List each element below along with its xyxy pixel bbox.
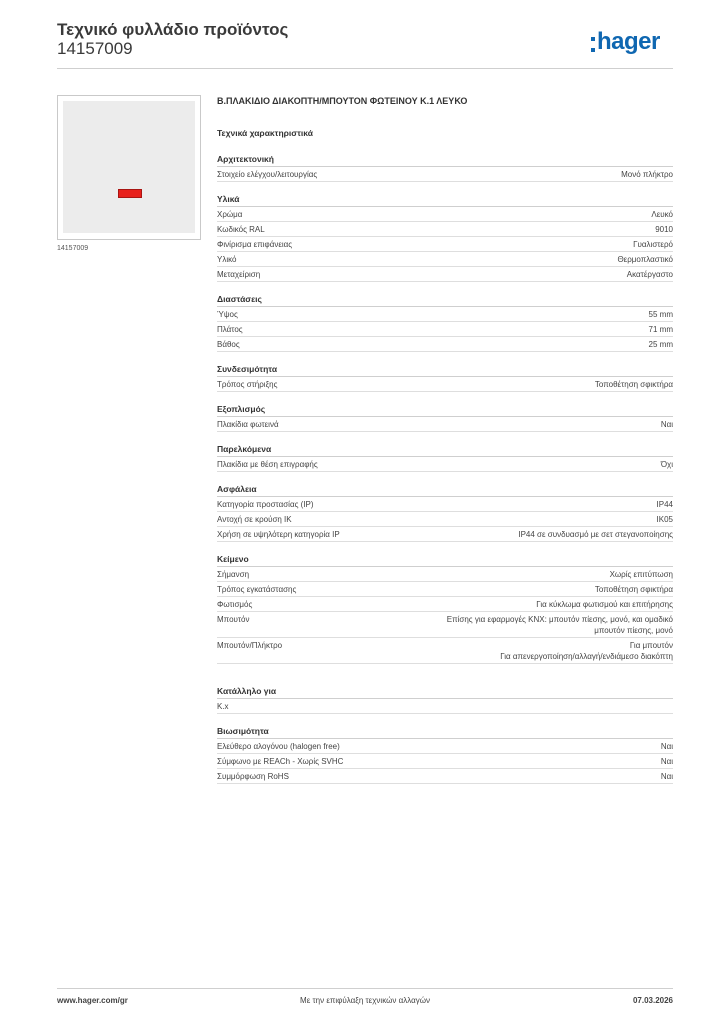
product-code-header: 14157009 [57,39,133,58]
section-title: Συνδεσιμότητα [217,363,673,377]
spec-row [217,512,673,527]
footer-notice: Με την επιφύλαξη τεχνικών αλλαγών [300,996,430,1005]
spec-row [217,417,673,432]
spec-label: Χρώμα [217,210,243,219]
section-title: Εξοπλισμός [217,403,673,417]
spec-row [217,167,673,182]
spec-value: Τοποθέτηση σφικτήρα [594,585,673,594]
spec-label: Υλικό [217,255,237,264]
spec-label: Φινίρισμα επιφάνειας [217,240,293,249]
spec-label: Αντοχή σε κρούση IK [217,515,292,524]
spec-row [217,457,673,472]
section-title: Κείμενο [217,553,673,567]
spec-label: K.x [217,702,229,711]
spec-label: Τρόπος εγκατάστασης [217,585,297,594]
spec-row [217,377,673,392]
spec-row [217,567,673,582]
spec-label: Στοιχείο ελέγχου/λειτουργίας [217,170,318,179]
spec-row [217,754,673,769]
product-name: Β.ΠΛΑΚΙΔΙΟ ΔΙΑΚΟΠΤΗ/ΜΠΟΥΤΟΝ ΦΩΤΕΙΝΟΥ Κ.1 ΛΕΥΚΟ [217,96,468,106]
section-title: Κατάλληλο για [217,685,673,699]
spec-value: 9010 [655,225,673,234]
footer-divider [57,988,673,989]
spec-label: Ύψος [217,310,238,319]
spec-label: Συμμόρφωση RoHS [217,772,289,781]
spec-label: Πλάτος [217,325,243,334]
spec-value: Επίσης για εφαρμογές KNX: μπουτόν πίεσης, μονό, και ομαδικό μπουτόν πίεσης, μονό [446,615,673,635]
spec-value: Θερμοπλαστικό [617,255,673,264]
section-title: Ασφάλεια [217,483,673,497]
spec-value: IP44 [656,500,673,509]
spec-row [217,739,673,754]
spec-value: Γυαλιστερό [633,240,673,249]
section-title: Βιωσιμότητα [217,725,673,739]
spec-row [217,222,673,237]
spec-value: 25 mm [648,340,673,349]
spec-row [217,307,673,322]
spec-label: Ελεύθερο αλογόνου (halogen free) [217,742,340,751]
spec-value: Ναι [660,420,673,429]
spec-label: Χρήση σε υψηλότερη κατηγορία IP [217,530,340,539]
spec-label: Κατηγορία προστασίας (IP) [217,500,314,509]
spec-label: Σήμανση [217,570,250,579]
spec-value: Για κύκλωμα φωτισμού και επιτήρησης [536,600,673,609]
logo-dots-icon [591,37,595,52]
spec-row [217,497,673,512]
section-title: Υλικά [217,193,673,207]
spec-sections [217,153,673,784]
spec-value: IP44 σε συνδυασμό με σετ στεγανοποίησης [518,530,673,539]
spec-row [217,237,673,252]
spec-label: Μπουτόν/Πλήκτρο [217,641,283,650]
spec-row [217,638,673,664]
spec-row [217,769,673,784]
spec-value: Ναι [660,757,673,766]
footer-date: 07.03.2026 [632,996,673,1005]
spec-label: Σύμφωνο με REACh - Χωρίς SVHC [217,757,344,766]
red-led-indicator [118,189,142,198]
spec-value: IK05 [656,515,673,524]
spec-label: Βάθος [217,340,240,349]
section-title: Παρελκόμενα [217,443,673,457]
spec-value: Τοποθέτηση σφικτήρα [594,380,673,389]
logo-text: hager [597,28,660,55]
document-title: Τεχνικό φυλλάδιο προϊόντος [57,20,289,39]
spec-row [217,612,673,638]
header-divider [57,68,673,69]
spec-value: Μονό πλήκτρο [621,170,673,179]
hager-logo [591,25,660,59]
spec-row [217,582,673,597]
spec-value: 55 mm [648,310,673,319]
product-image [57,95,201,240]
spec-label: Μπουτόν [217,615,250,624]
spec-label: Τρόπος στήριξης [217,380,278,389]
product-image-caption: 14157009 [57,245,89,252]
spec-label: Μεταχείριση [217,270,261,279]
spec-label: Φωτισμός [217,600,253,609]
footer-website[interactable]: www.hager.com/gr [57,996,128,1005]
spec-label: Πλακίδια φωτεινά [217,420,279,429]
spec-row [217,322,673,337]
spec-value: Όχι [660,460,673,469]
spec-value: Χωρίς επιτύπωση [609,570,673,579]
spec-value: Για μπουτόν Για απενεργοποίηση/αλλαγή/ενδιάμεσο διακόπτη [500,641,673,661]
specs-heading: Τεχνικά χαρακτηριστικά [217,128,313,138]
section-title: Διαστάσεις [217,293,673,307]
spec-value: Ακατέργαστο [626,270,673,279]
spec-content [217,96,673,784]
spec-row [217,252,673,267]
spec-row [217,267,673,282]
spec-value: Ναι [660,742,673,751]
spec-row [217,337,673,352]
switch-plate [63,101,195,233]
spec-row [217,597,673,612]
section-title: Αρχιτεκτονική [217,153,673,167]
spec-value: 71 mm [648,325,673,334]
spec-value [241,701,673,712]
spec-label: Πλακίδια με θέση επιγραφής [217,460,318,469]
spec-value: Λευκό [651,210,673,219]
spec-row [217,207,673,222]
spec-row [217,699,673,714]
spec-label: Κωδικός RAL [217,225,265,234]
spec-value: Ναι [660,772,673,781]
spec-row [217,527,673,542]
